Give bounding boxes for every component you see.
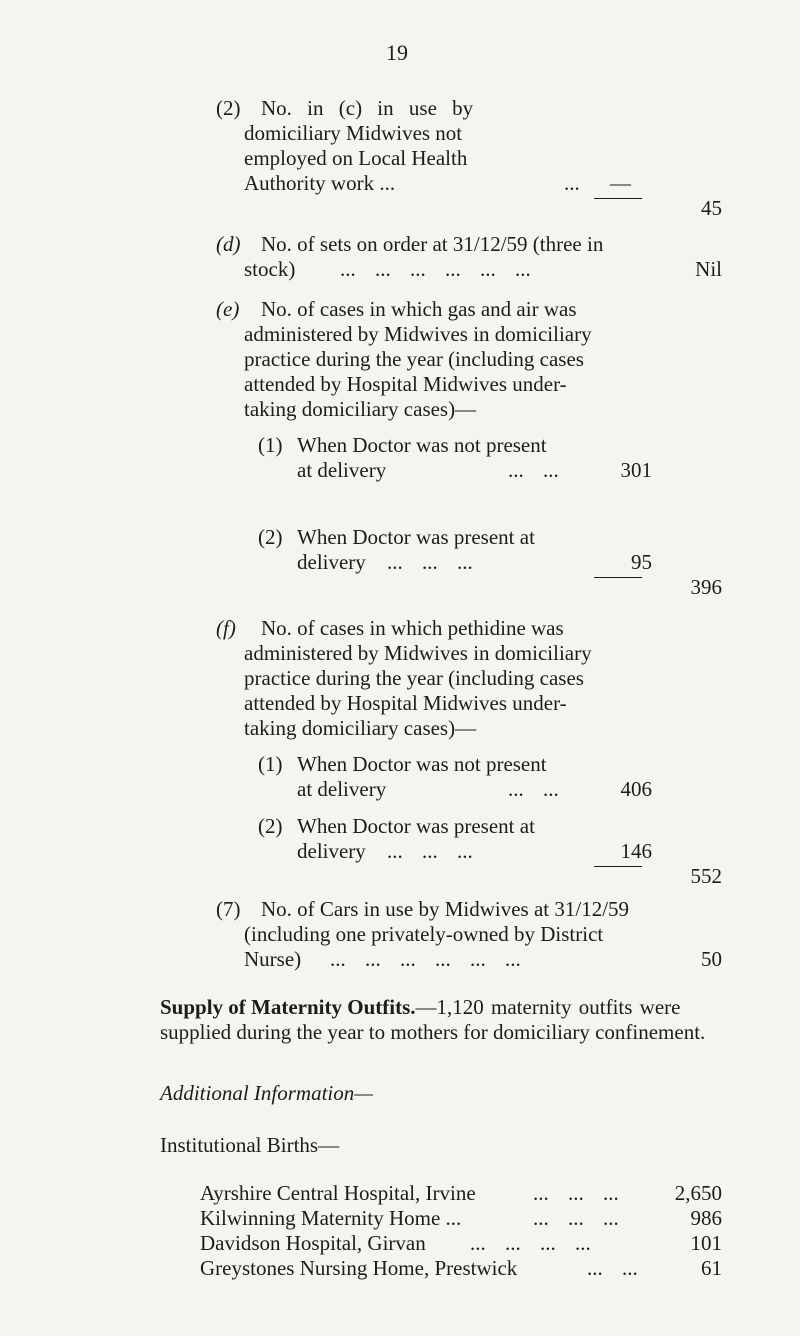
item-2-label: (2) xyxy=(216,96,241,120)
birth-row-name: Ayrshire Central Hospital, Irvine xyxy=(200,1181,476,1205)
item-e-line3: practice during the year (including cases xyxy=(244,347,584,371)
item-f2-line1: When Doctor was present at xyxy=(297,814,535,838)
subtotal-rule-f xyxy=(594,866,642,867)
item-e-total: 396 xyxy=(690,575,722,599)
item-f2-line2: delivery xyxy=(297,839,366,863)
birth-row-name: Kilwinning Maternity Home ... xyxy=(200,1206,462,1230)
item-f2-dots: ... ... ... xyxy=(387,839,473,863)
item-f-line5: taking domiciliary cases)— xyxy=(244,716,477,740)
item-e2-dots: ... ... ... xyxy=(387,550,473,574)
item-2-dots: ... xyxy=(564,171,580,195)
page-number: 19 xyxy=(386,40,408,65)
item-e2-line2: delivery xyxy=(297,550,366,574)
birth-row-value: 986 xyxy=(690,1206,722,1230)
item-2-line4: Authority work ... xyxy=(244,171,396,195)
item-e2-line1: When Doctor was present at xyxy=(297,525,535,549)
item-f-line4: attended by Hospital Midwives under- xyxy=(244,691,567,715)
item-f-total: 552 xyxy=(690,864,722,888)
item-f1-line2: at delivery xyxy=(297,777,387,801)
item-7-line3: Nurse) xyxy=(244,947,302,971)
item-2-line1: No. in (c) in use by xyxy=(261,96,474,120)
item-f1-line1: When Doctor was not present xyxy=(297,752,547,776)
item-e2-label: (2) xyxy=(258,525,283,549)
institutional-births-heading: Institutional Births— xyxy=(160,1133,340,1157)
additional-heading: Additional Information— xyxy=(160,1081,373,1105)
item-e1-line1: When Doctor was not present xyxy=(297,433,547,457)
item-d-dots: ... ... ... ... ... ... xyxy=(340,257,531,281)
birth-row-name: Davidson Hospital, Girvan xyxy=(200,1231,426,1255)
item-f-label: (f) xyxy=(216,616,236,640)
supply-text-1: —1,120 maternity outfits were xyxy=(415,995,681,1019)
item-e-line4: attended by Hospital Midwives under- xyxy=(244,372,567,396)
subtotal-rule-e xyxy=(594,577,642,578)
item-f2-value: 146 xyxy=(620,839,652,863)
item-7-line2: (including one privately-owned by District xyxy=(244,922,604,946)
item-2-line3: employed on Local Health xyxy=(244,146,468,170)
item-7-line1: No. of Cars in use by Midwives at 31/12/59 xyxy=(261,897,630,921)
item-f-line3: practice during the year (including cases xyxy=(244,666,584,690)
item-e1-dots: ... ... xyxy=(508,458,559,482)
item-f1-value: 406 xyxy=(620,777,652,801)
birth-row-name: Greystones Nursing Home, Prestwick xyxy=(200,1256,518,1280)
item-e-line2: administered by Midwives in domiciliary xyxy=(244,322,592,346)
item-d-line1: No. of sets on order at 31/12/59 (three in xyxy=(261,232,604,256)
item-2-value: — xyxy=(610,171,631,195)
item-e1-value: 301 xyxy=(620,458,652,482)
subtotal-c-value: 45 xyxy=(701,196,722,220)
item-f1-dots: ... ... xyxy=(508,777,559,801)
supply-line2: supplied during the year to mothers for domiciliary confinement. xyxy=(160,1020,706,1044)
item-d-label: (d) xyxy=(216,232,241,256)
item-e1-label: (1) xyxy=(258,433,283,457)
item-2-line2: domiciliary Midwives not xyxy=(244,121,463,145)
item-e-line5: taking domiciliary cases)— xyxy=(244,397,477,421)
birth-row-dots: ... ... ... ... xyxy=(470,1231,591,1255)
supply-line1 xyxy=(160,995,680,1020)
subtotal-rule-c xyxy=(594,198,642,199)
item-d-line2: stock) xyxy=(244,257,296,281)
item-7-dots: ... ... ... ... ... ... xyxy=(330,947,521,971)
item-e-line1: No. of cases in which gas and air was xyxy=(261,297,577,321)
item-f1-label: (1) xyxy=(258,752,283,776)
birth-row-dots: ... ... xyxy=(587,1256,638,1280)
item-f2-label: (2) xyxy=(258,814,283,838)
item-e2-value: 95 xyxy=(631,550,652,574)
item-e1-line2: at delivery xyxy=(297,458,387,482)
birth-row-dots: ... ... ... xyxy=(533,1181,619,1205)
item-7-label: (7) xyxy=(216,897,241,921)
item-7-value: 50 xyxy=(701,947,722,971)
birth-row-value: 101 xyxy=(690,1231,722,1255)
birth-row-value: 2,650 xyxy=(674,1181,722,1205)
supply-heading: Supply of Maternity Outfits. xyxy=(160,995,416,1019)
item-f-line2: administered by Midwives in domiciliary xyxy=(244,641,592,665)
birth-row-dots: ... ... ... xyxy=(533,1206,619,1230)
item-e-label: (e) xyxy=(216,297,240,321)
birth-row-value: 61 xyxy=(701,1256,722,1280)
item-d-value: Nil xyxy=(695,257,722,281)
item-f-line1: No. of cases in which pethidine was xyxy=(261,616,564,640)
